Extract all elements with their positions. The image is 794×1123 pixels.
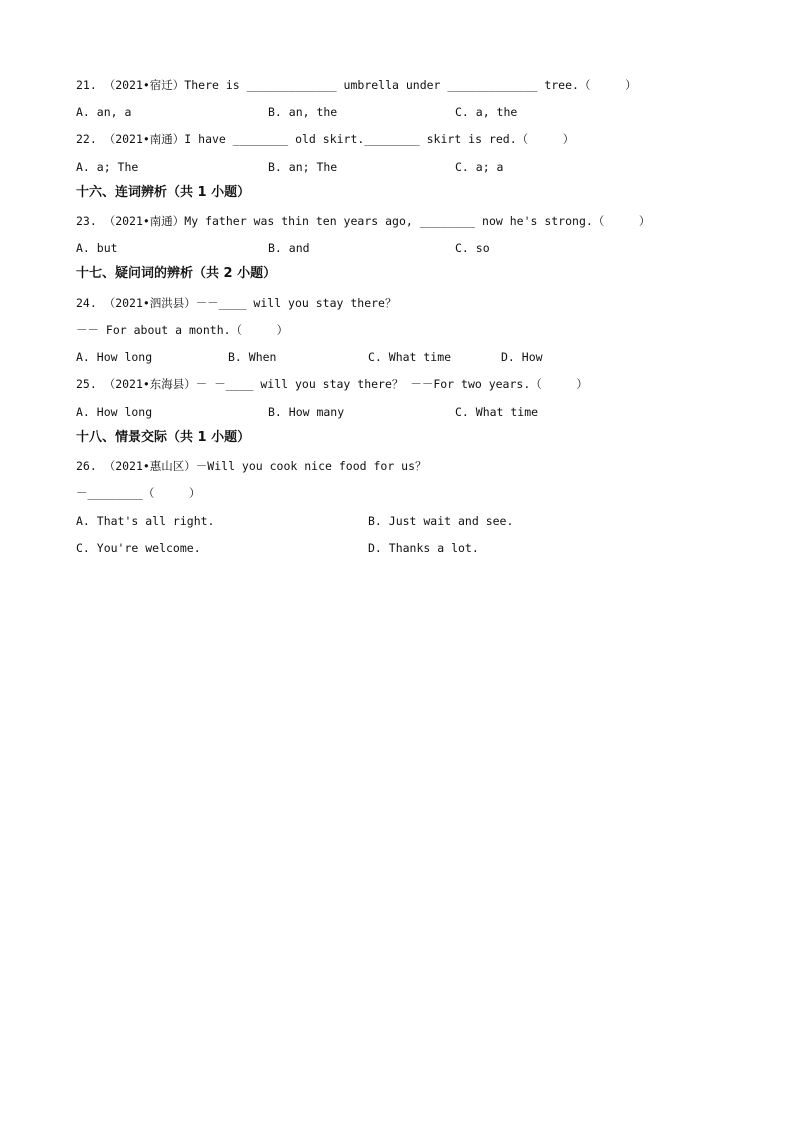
question-26-stem: 26. （2021•惠山区）－Will you cook nice food for us？ xyxy=(76,459,427,473)
question-23-option-c: C. so xyxy=(455,241,490,255)
question-21-option-b: B. an, the xyxy=(268,105,338,119)
question-26-option-a: A. That's all right. xyxy=(76,514,215,528)
question-25-option-b: B. How many xyxy=(268,405,345,419)
section-17-heading: 十七、疑问词的辨析（共 2 小题） xyxy=(76,266,277,281)
question-23-option-b: B. and xyxy=(268,241,310,255)
question-21-option-a: A. an, a xyxy=(76,105,132,119)
question-26-option-b: B. Just wait and see. xyxy=(368,514,514,528)
question-21-stem: 21. （2021•宿迁）There is _____________ umbrella under _____________ tree.（ ） xyxy=(76,78,637,92)
question-21-option-c: C. a, the xyxy=(455,105,518,119)
question-22-option-a: A. a; The xyxy=(76,160,139,174)
question-24-option-d: D. How xyxy=(501,350,543,364)
question-26-option-d: D. Thanks a lot. xyxy=(368,541,479,555)
question-25-option-a: A. How long xyxy=(76,405,153,419)
question-23-option-a: A. but xyxy=(76,241,118,255)
section-18-heading: 十八、情景交际（共 1 小题） xyxy=(76,430,251,445)
question-26-option-c: C. You're welcome. xyxy=(76,541,201,555)
question-22-stem: 22. （2021•南通）I have ________ old skirt.________ skirt is red.（ ） xyxy=(76,132,575,146)
question-25-option-c: C. What time xyxy=(455,405,539,419)
question-24-option-b: B. When xyxy=(228,350,277,364)
question-22-option-c: C. a; a xyxy=(455,160,504,174)
question-22-option-b: B. an; The xyxy=(268,160,338,174)
question-26-answer-line: －________（ ） xyxy=(76,486,201,500)
question-24-option-c: C. What time xyxy=(368,350,452,364)
question-25-stem: 25. （2021•东海县）－ －____ will you stay there？ －－For two years.（ ） xyxy=(76,377,588,391)
section-16-heading: 十六、连词辨析（共 1 小题） xyxy=(76,185,251,200)
question-24-answer-line: －－ For about a month.（ ） xyxy=(76,323,289,337)
question-24-stem: 24. （2021•泗洪县）－－____ will you stay there？ xyxy=(76,296,397,310)
question-23-stem: 23. （2021•南通）My father was thin ten years ago, ________ now he's strong.（ ） xyxy=(76,214,651,228)
question-24-option-a: A. How long xyxy=(76,350,153,364)
